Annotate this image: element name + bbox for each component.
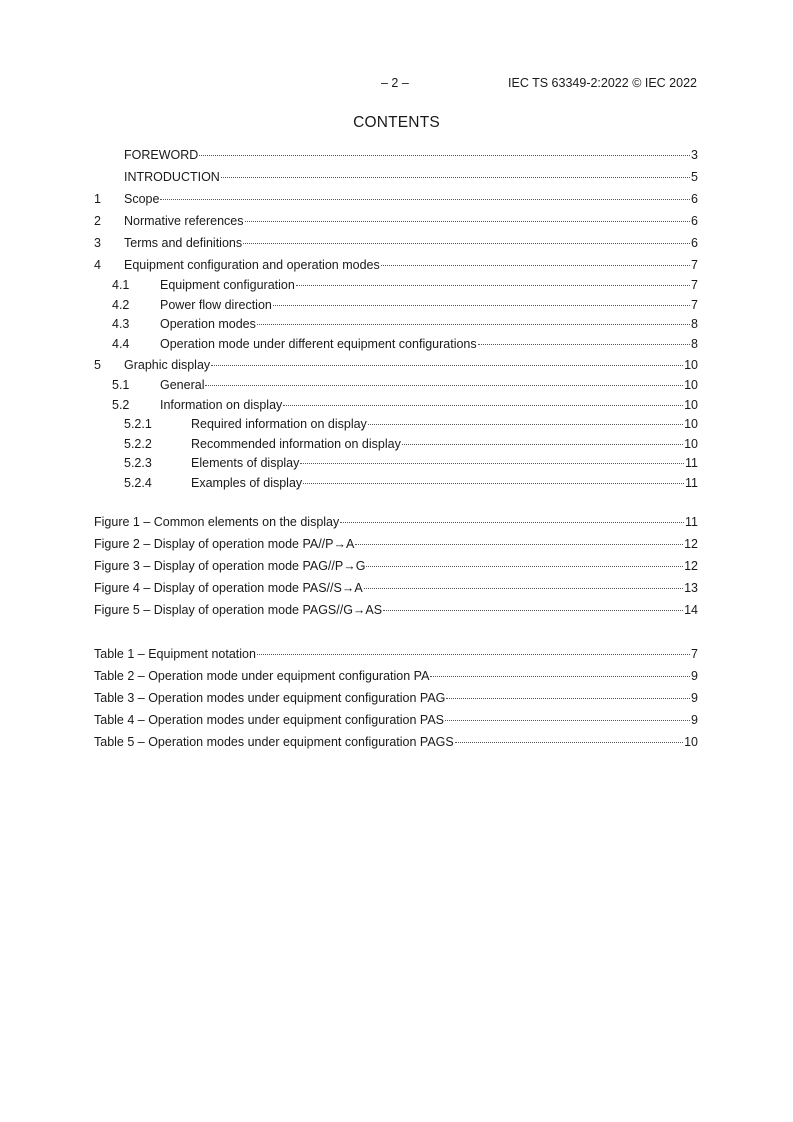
toc-entry-title: INTRODUCTION [124,170,220,184]
tables-entry[interactable] [94,687,698,709]
figures-entry[interactable] [94,533,698,555]
page-header [0,76,793,94]
figures-entry-title: Figure 4 – Display of operation mode PAS//S→A [94,581,363,595]
figures-entry-title: Figure 3 – Display of operation mode PAG//P→G [94,559,366,573]
toc-entry[interactable] [94,454,698,474]
dot-leader [355,543,683,545]
toc-entry-title: Equipment configuration [160,278,295,292]
toc-entry-title: Operation mode under different equipment configurations [160,336,477,351]
toc-entry-title: Equipment configuration and operation modes [124,258,380,272]
dot-leader [478,343,690,345]
tables-entry-title: Table 1 – Equipment notation [94,647,256,661]
tables-entry-page: 9 [691,713,698,727]
toc-entry[interactable] [94,254,698,276]
toc-entry-page: 8 [691,336,698,351]
toc-entry-page: 11 [685,475,698,490]
toc-entry-number: 2 [94,214,101,228]
dot-leader [221,176,690,178]
toc-entry-title: FOREWORD [124,148,199,162]
dot-leader [445,719,690,721]
toc-entry-page: 6 [691,192,698,206]
toc-entry[interactable] [94,315,698,335]
dot-leader [296,284,690,286]
tables-entry-title: Table 4 – Operation modes under equipment configuration PAS [94,713,444,727]
toc-entry[interactable] [94,210,698,232]
toc-entry-title: Recommended information on display [191,436,401,451]
dot-leader [243,242,690,244]
tables-entry[interactable] [94,709,698,731]
toc-entry-number: 4.2 [112,297,130,312]
dot-leader [402,443,683,445]
dot-leader [381,264,690,266]
tables-entry[interactable] [94,665,698,687]
toc-entry[interactable] [94,296,698,316]
toc-entry-number: 5.2.2 [124,436,152,451]
table-of-contents [94,144,698,493]
toc-entry-number: 4 [94,258,101,272]
toc-entry[interactable] [94,144,698,166]
toc-entry[interactable] [94,435,698,455]
toc-entry-number: 5.2.1 [124,417,152,431]
toc-entry-page: 10 [684,397,698,412]
figures-entry-page: 14 [684,603,698,617]
toc-entry-page: 7 [691,297,698,312]
figures-entry[interactable] [94,599,698,621]
document-reference: IEC TS 63349-2:2022 © IEC 2022 [508,76,697,90]
toc-entry-title: Examples of display [191,475,303,490]
toc-entry-page: 10 [684,436,698,451]
dot-leader [383,609,683,611]
tables-entry-page: 10 [684,735,698,749]
list-of-tables [94,643,698,753]
figures-entry-title: Figure 5 – Display of operation mode PAGS//G→AS [94,603,383,617]
tables-entry-title: Table 2 – Operation mode under equipment configuration PA [94,669,430,683]
toc-entry-number: 4.4 [112,336,130,351]
toc-entry-title: Information on display [160,397,283,412]
page-number: – 2 – [381,76,409,90]
figures-entry[interactable] [94,511,698,533]
toc-entry-title: Graphic display [124,358,211,372]
toc-entry-title: Required information on display [191,417,367,431]
toc-entry-number: 5.2 [112,397,130,412]
toc-entry-page: 10 [684,417,698,431]
figures-entry-title: Figure 2 – Display of operation mode PA//P→A [94,537,355,551]
toc-entry[interactable] [94,415,698,435]
toc-entry-page: 6 [691,236,698,250]
toc-entry[interactable] [94,354,698,376]
toc-entry-number: 5.2.3 [124,456,152,470]
figures-entry[interactable] [94,577,698,599]
dot-leader [455,741,683,743]
tables-entry[interactable] [94,731,698,753]
toc-entry-page: 7 [691,278,698,292]
page-title: CONTENTS [353,114,440,131]
figures-entry[interactable] [94,555,698,577]
toc-entry-page: 3 [691,148,698,162]
toc-entry[interactable] [94,474,698,494]
toc-entry-number: 3 [94,236,101,250]
toc-entry-number: 5 [94,358,101,372]
figures-entry-page: 12 [684,559,698,573]
toc-entry-page: 10 [684,378,698,392]
toc-entry-title: Elements of display [191,456,300,470]
dot-leader [273,304,690,306]
figures-entry-title: Figure 1 – Common elements on the display [94,515,340,529]
toc-entry[interactable] [94,335,698,355]
tables-entry-page: 9 [691,691,698,705]
tables-entry-title: Table 3 – Operation modes under equipment configuration PAG [94,691,446,705]
toc-entry-page: 11 [685,456,698,470]
figures-entry-page: 11 [685,515,698,529]
dot-leader [430,675,690,677]
toc-entry-page: 8 [691,317,698,331]
toc-entry[interactable] [94,188,698,210]
dot-leader [211,364,683,366]
tables-entry-title: Table 5 – Operation modes under equipment configuration PAGS [94,735,454,749]
toc-entry[interactable] [94,376,698,396]
toc-entry-number: 5.1 [112,378,130,392]
toc-entry[interactable] [94,396,698,416]
dot-leader [205,384,683,386]
dot-leader [368,423,683,425]
figures-entry-page: 12 [684,537,698,551]
tables-entry[interactable] [94,643,698,665]
dot-leader [446,697,690,699]
toc-entry-page: 7 [691,258,698,272]
dot-leader [303,482,684,484]
dot-leader [160,198,690,200]
dot-leader [366,565,683,567]
toc-entry-title: Scope [124,192,160,206]
toc-entry-number: 1 [94,192,101,206]
toc-entry-title: Normative references [124,214,244,228]
toc-entry-title: Terms and definitions [124,236,243,250]
toc-entry-number: 4.1 [112,278,130,292]
tables-entry-page: 9 [691,669,698,683]
toc-entry-page: 6 [691,214,698,228]
toc-entry-title: General [160,378,205,392]
toc-entry[interactable] [94,276,698,296]
tables-entry-page: 7 [691,647,698,661]
dot-leader [257,653,690,655]
toc-entry[interactable] [94,166,698,188]
figures-entry-page: 13 [684,581,698,595]
toc-entry-title: Operation modes [160,317,256,331]
dot-leader [245,220,691,222]
dot-leader [340,521,684,523]
toc-entry-number: 5.2.4 [124,475,152,490]
toc-entry-title: Power flow direction [160,297,272,312]
dot-leader [257,323,690,325]
dot-leader [300,462,684,464]
dot-leader [364,587,683,589]
toc-entry[interactable] [94,232,698,254]
dot-leader [199,154,690,156]
list-of-figures [94,511,698,621]
dot-leader [283,404,683,406]
toc-entry-page: 10 [684,358,698,372]
toc-entry-page: 5 [691,170,698,184]
toc-entry-number: 4.3 [112,317,130,331]
